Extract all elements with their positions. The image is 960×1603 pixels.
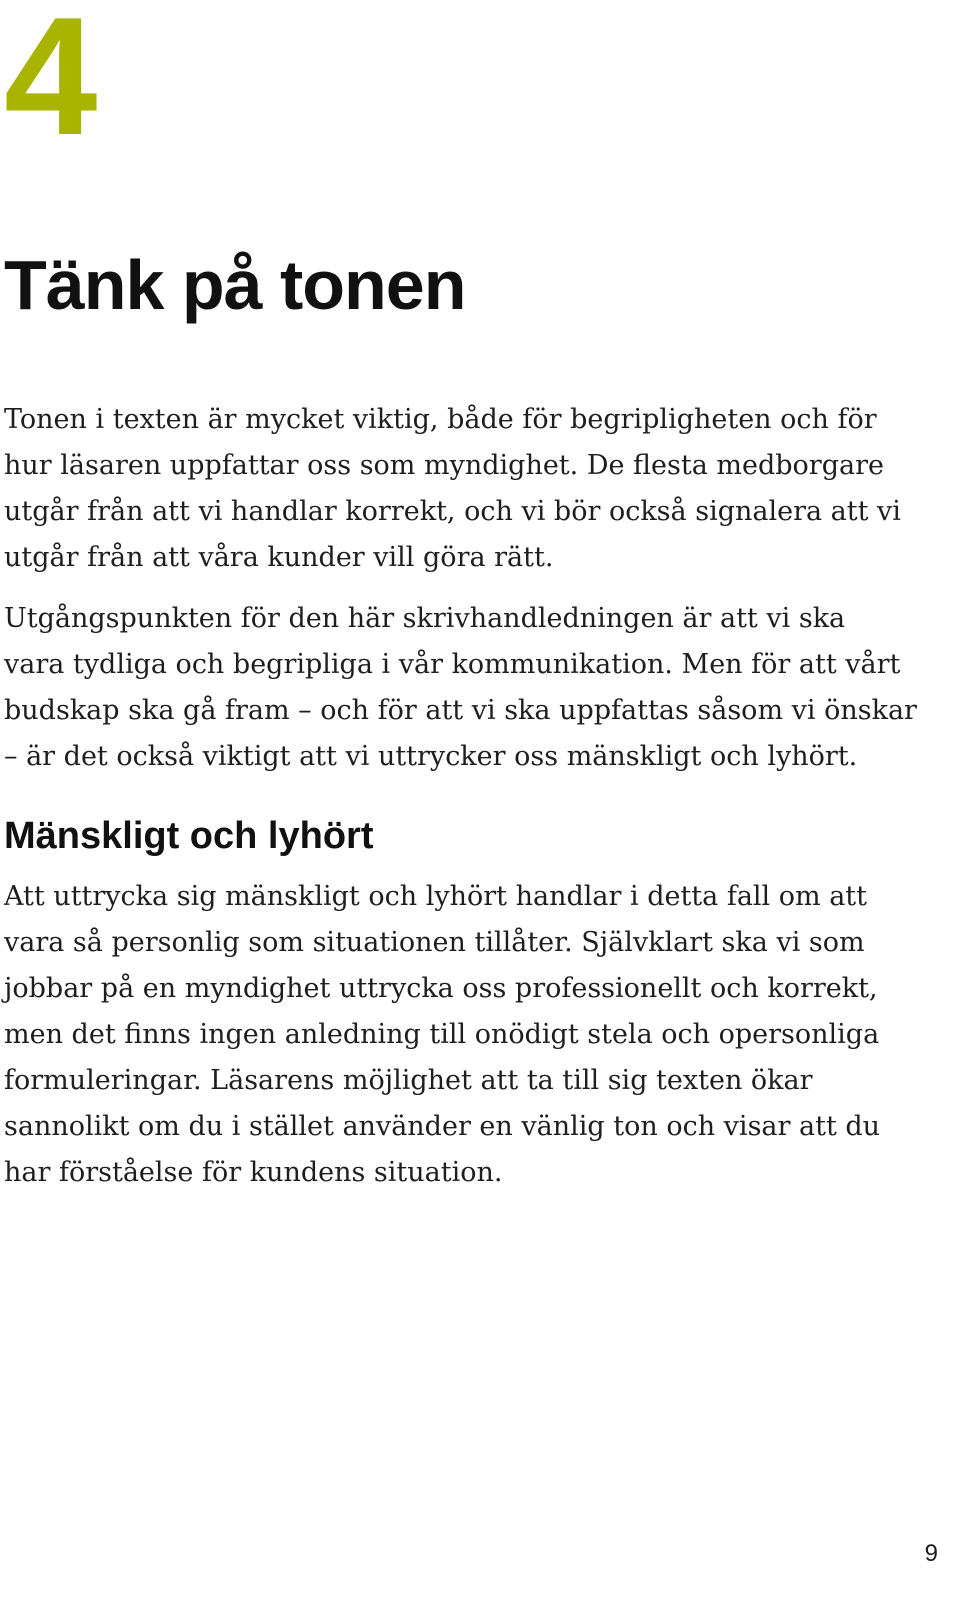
intro-paragraph-1 [4, 397, 901, 581]
paragraph-line: formuleringar. Läsarens möjlighet att ta till sig texten ökar [4, 1065, 813, 1096]
paragraph-line: Att uttrycka sig mänskligt och lyhört handlar i detta fall om att [4, 881, 868, 912]
paragraph-line: utgår från att våra kunder vill göra rätt. [4, 542, 554, 573]
paragraph-line: Tonen i texten är mycket viktig, både för begripligheten och för [4, 404, 877, 435]
page-title: Tänk på tonen [4, 246, 466, 324]
paragraph-line: Utgångspunkten för den här skrivhandledningen är att vi ska [4, 603, 846, 634]
chapter-number: 4 [4, 0, 94, 170]
paragraph-line: sannolikt om du i stället använder en vänlig ton och visar att du [4, 1111, 881, 1142]
paragraph-line: men det finns ingen anledning till onödigt stela och opersonliga [4, 1019, 880, 1050]
section-heading: Mänskligt och lyhört [4, 815, 374, 857]
paragraph-line: hur läsaren uppfattar oss som myndighet. De flesta medborgare [4, 450, 884, 481]
paragraph-line: vara tydliga och begripliga i vår kommunikation. Men för att vårt [4, 649, 901, 680]
paragraph-line: vara så personlig som situationen tillåter. Självklart ska vi som [4, 927, 865, 958]
page-number: 9 [924, 1540, 938, 1567]
paragraph-line: utgår från att vi handlar korrekt, och vi bör också signalera att vi [4, 496, 901, 527]
paragraph-line: – är det också viktigt att vi uttrycker oss mänskligt och lyhört. [4, 741, 858, 772]
paragraph-line: har förståelse för kundens situation. [4, 1157, 503, 1188]
paragraph-line: jobbar på en myndighet uttrycka oss professionellt och korrekt, [4, 973, 878, 1004]
paragraph-line: budskap ska gå fram – och för att vi ska uppfattas såsom vi önskar [4, 695, 917, 726]
intro-paragraph-2 [4, 596, 917, 780]
section-paragraph [4, 874, 880, 1196]
